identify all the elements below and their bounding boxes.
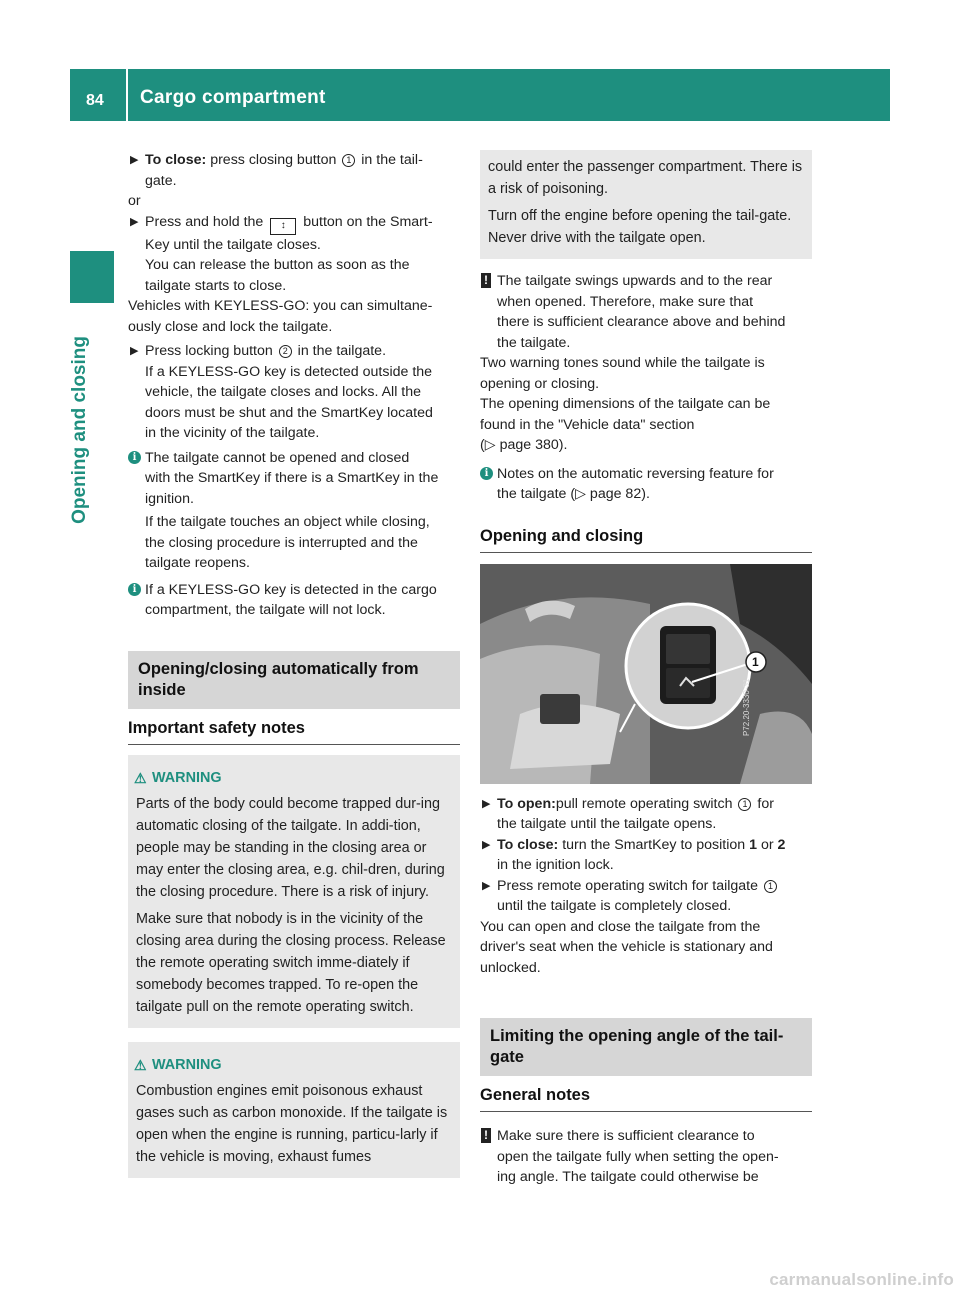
body-text: ously close and lock the tailgate. [128,318,333,335]
body-text: found in the "Vehicle data" section [480,416,695,433]
step-cont: vehicle, the tailgate closes and locks. All the [145,384,422,400]
header-divider [126,69,128,121]
left-column [128,150,460,1178]
arrow-icon: ▶ [482,797,491,810]
warning-title: ⚠ WARNING [136,1054,452,1076]
step-cont: You can release the button as soon as the [145,257,410,273]
watermark: carmanualsonline.info [769,1270,954,1289]
step-cont: until the tailgate is completely closed. [497,898,732,914]
step-cont: tailgate starts to close. [145,277,287,294]
info-icon: i [128,583,141,596]
page-reference-link[interactable]: (▷ page 380). [480,437,568,453]
warning-text: could enter the passenger compartment. There is a risk of poisoning. [488,159,803,197]
step-cont: Key until the tailgate closes. [145,236,321,253]
body-text: Vehicles with KEYLESS-GO: you can simultane- [128,298,433,314]
step-press-remote: ▶ Press remote operating switch for tailgate 1 [480,876,812,897]
tailgate-key-icon: ↕ [270,218,296,235]
warning-text: Turn off the engine before opening the tail-gate. Never drive with the tailgate open. [488,208,792,246]
photo-callout-1: 1 [752,654,759,669]
warning-box [128,755,460,1028]
info-icon: i [128,451,141,464]
callout-2-icon: 2 [279,345,292,358]
body-text: The opening dimensions of the tailgate can be [480,396,771,412]
page-title: Cargo compartment [140,87,326,108]
caution-note: ! The tailgate swings upwards and to the rear when opened. Therefore, make sure that there is sufficient clearance above and behind the tailgate. [480,271,812,353]
arrow-icon: ▶ [130,215,139,228]
door-panel-illustration [480,564,812,784]
caution-icon: ! [481,273,491,288]
body-text: opening or closing. [480,375,600,392]
photo-code: P72.20-3330-31 [742,678,751,736]
body-text: Two warning tones sound while the tailgate is [480,355,765,371]
sidebar: Opening and closing [70,121,126,1181]
caution-note: ! Make sure there is sufficient clearance to open the tailgate fully when setting the open- ing angle. The tailgate could otherwise be [480,1126,812,1188]
body-text: driver's seat when the vehicle is stationary and [480,939,773,955]
step-cont: in the ignition lock. [497,857,614,873]
page-reference-link[interactable]: the tailgate (▷ page 82). [497,486,650,502]
step-cont: the tailgate until the tailgate opens. [497,816,717,832]
arrow-icon: ▶ [482,838,491,851]
step-cont: If a KEYLESS-GO key is detected outside the [145,363,433,380]
arrow-icon: ▶ [130,345,139,357]
subsection-heading: Important safety notes [128,717,460,745]
info-note: i The tailgate cannot be opened and closed with the SmartKey if there is a SmartKey in the ignition. If the tailgate touches an object while closing, the closing procedure is interrupted and the tailgate reopens. [128,448,460,574]
info-icon: i [480,467,493,480]
step-cont: doors must be shut and the SmartKey located [145,404,433,421]
warning-box-continued [480,150,812,259]
info-note: i If a KEYLESS-GO key is detected in the cargo compartment, the tailgate will not lock. [128,580,460,621]
arrow-icon: ▶ [130,154,139,166]
warning-text: Combustion engines emit poisonous exhaust gases such as carbon monoxide. If the tailgate is open when the engine is running, particu-larly if the vehicle is moving, exhaust fumes [136,1082,448,1165]
page-number: 84 [86,92,104,109]
body-text: You can open and close the tailgate from the [480,918,761,935]
step-to-close-key: ▶ To close: turn the SmartKey to position 1 or 2 [480,835,812,856]
warning-title: ⚠ WARNING [136,767,452,789]
callout-1-icon: 1 [738,798,751,811]
section-box-heading: Opening/closing automatically from inside [128,651,460,709]
warning-text: Parts of the body could become trapped dur-ing automatic closing of the tailgate. In addi-tion, people may be standing in the closing area or may enter the closing area, e.g. chil-dren, during the closing procedure. There is a risk of injury. [136,795,445,900]
warning-triangle-icon: ⚠ [134,1056,147,1073]
warning-text: Make sure that nobody is in the vicinity of the closing area during the closing process. Release the remote operating switch imme-diately if somebody becomes trapped. To re-open the tailgate pull on the remote operating switch. [136,910,446,1015]
sidebar-tab-marker [70,251,114,303]
section-heading: Opening and closing [480,525,812,553]
step-to-open: ▶ To open:pull remote operating switch 1 for [480,794,812,815]
warning-box [128,1042,460,1178]
section-box-heading: Limiting the opening angle of the tail- gate [480,1018,812,1076]
step-cont: gate. [145,172,177,189]
step-to-close: ▶ To close: press closing button 1 in the tail- [128,150,460,171]
callout-1-icon: 1 [342,154,355,167]
step-cont: in the vicinity of the tailgate. [145,425,320,441]
warning-triangle-icon: ⚠ [134,769,147,786]
body-text: unlocked. [480,959,541,976]
arrow-icon: ▶ [482,879,491,892]
callout-1-icon: 1 [764,880,777,893]
step-press-hold: ▶ Press and hold the ↕ button on the Smart- [128,212,460,235]
step-locking-button: ▶ Press locking button 2 in the tailgate. [128,341,460,362]
door-switch-photo [480,564,812,784]
right-column [480,150,812,1188]
or-text: or [128,193,141,209]
caution-icon: ! [481,1128,491,1143]
page-header [70,69,890,121]
info-note: i Notes on the automatic reversing feature for the tailgate (▷ page 82). [480,464,812,505]
subsection-heading: General notes [480,1084,812,1112]
